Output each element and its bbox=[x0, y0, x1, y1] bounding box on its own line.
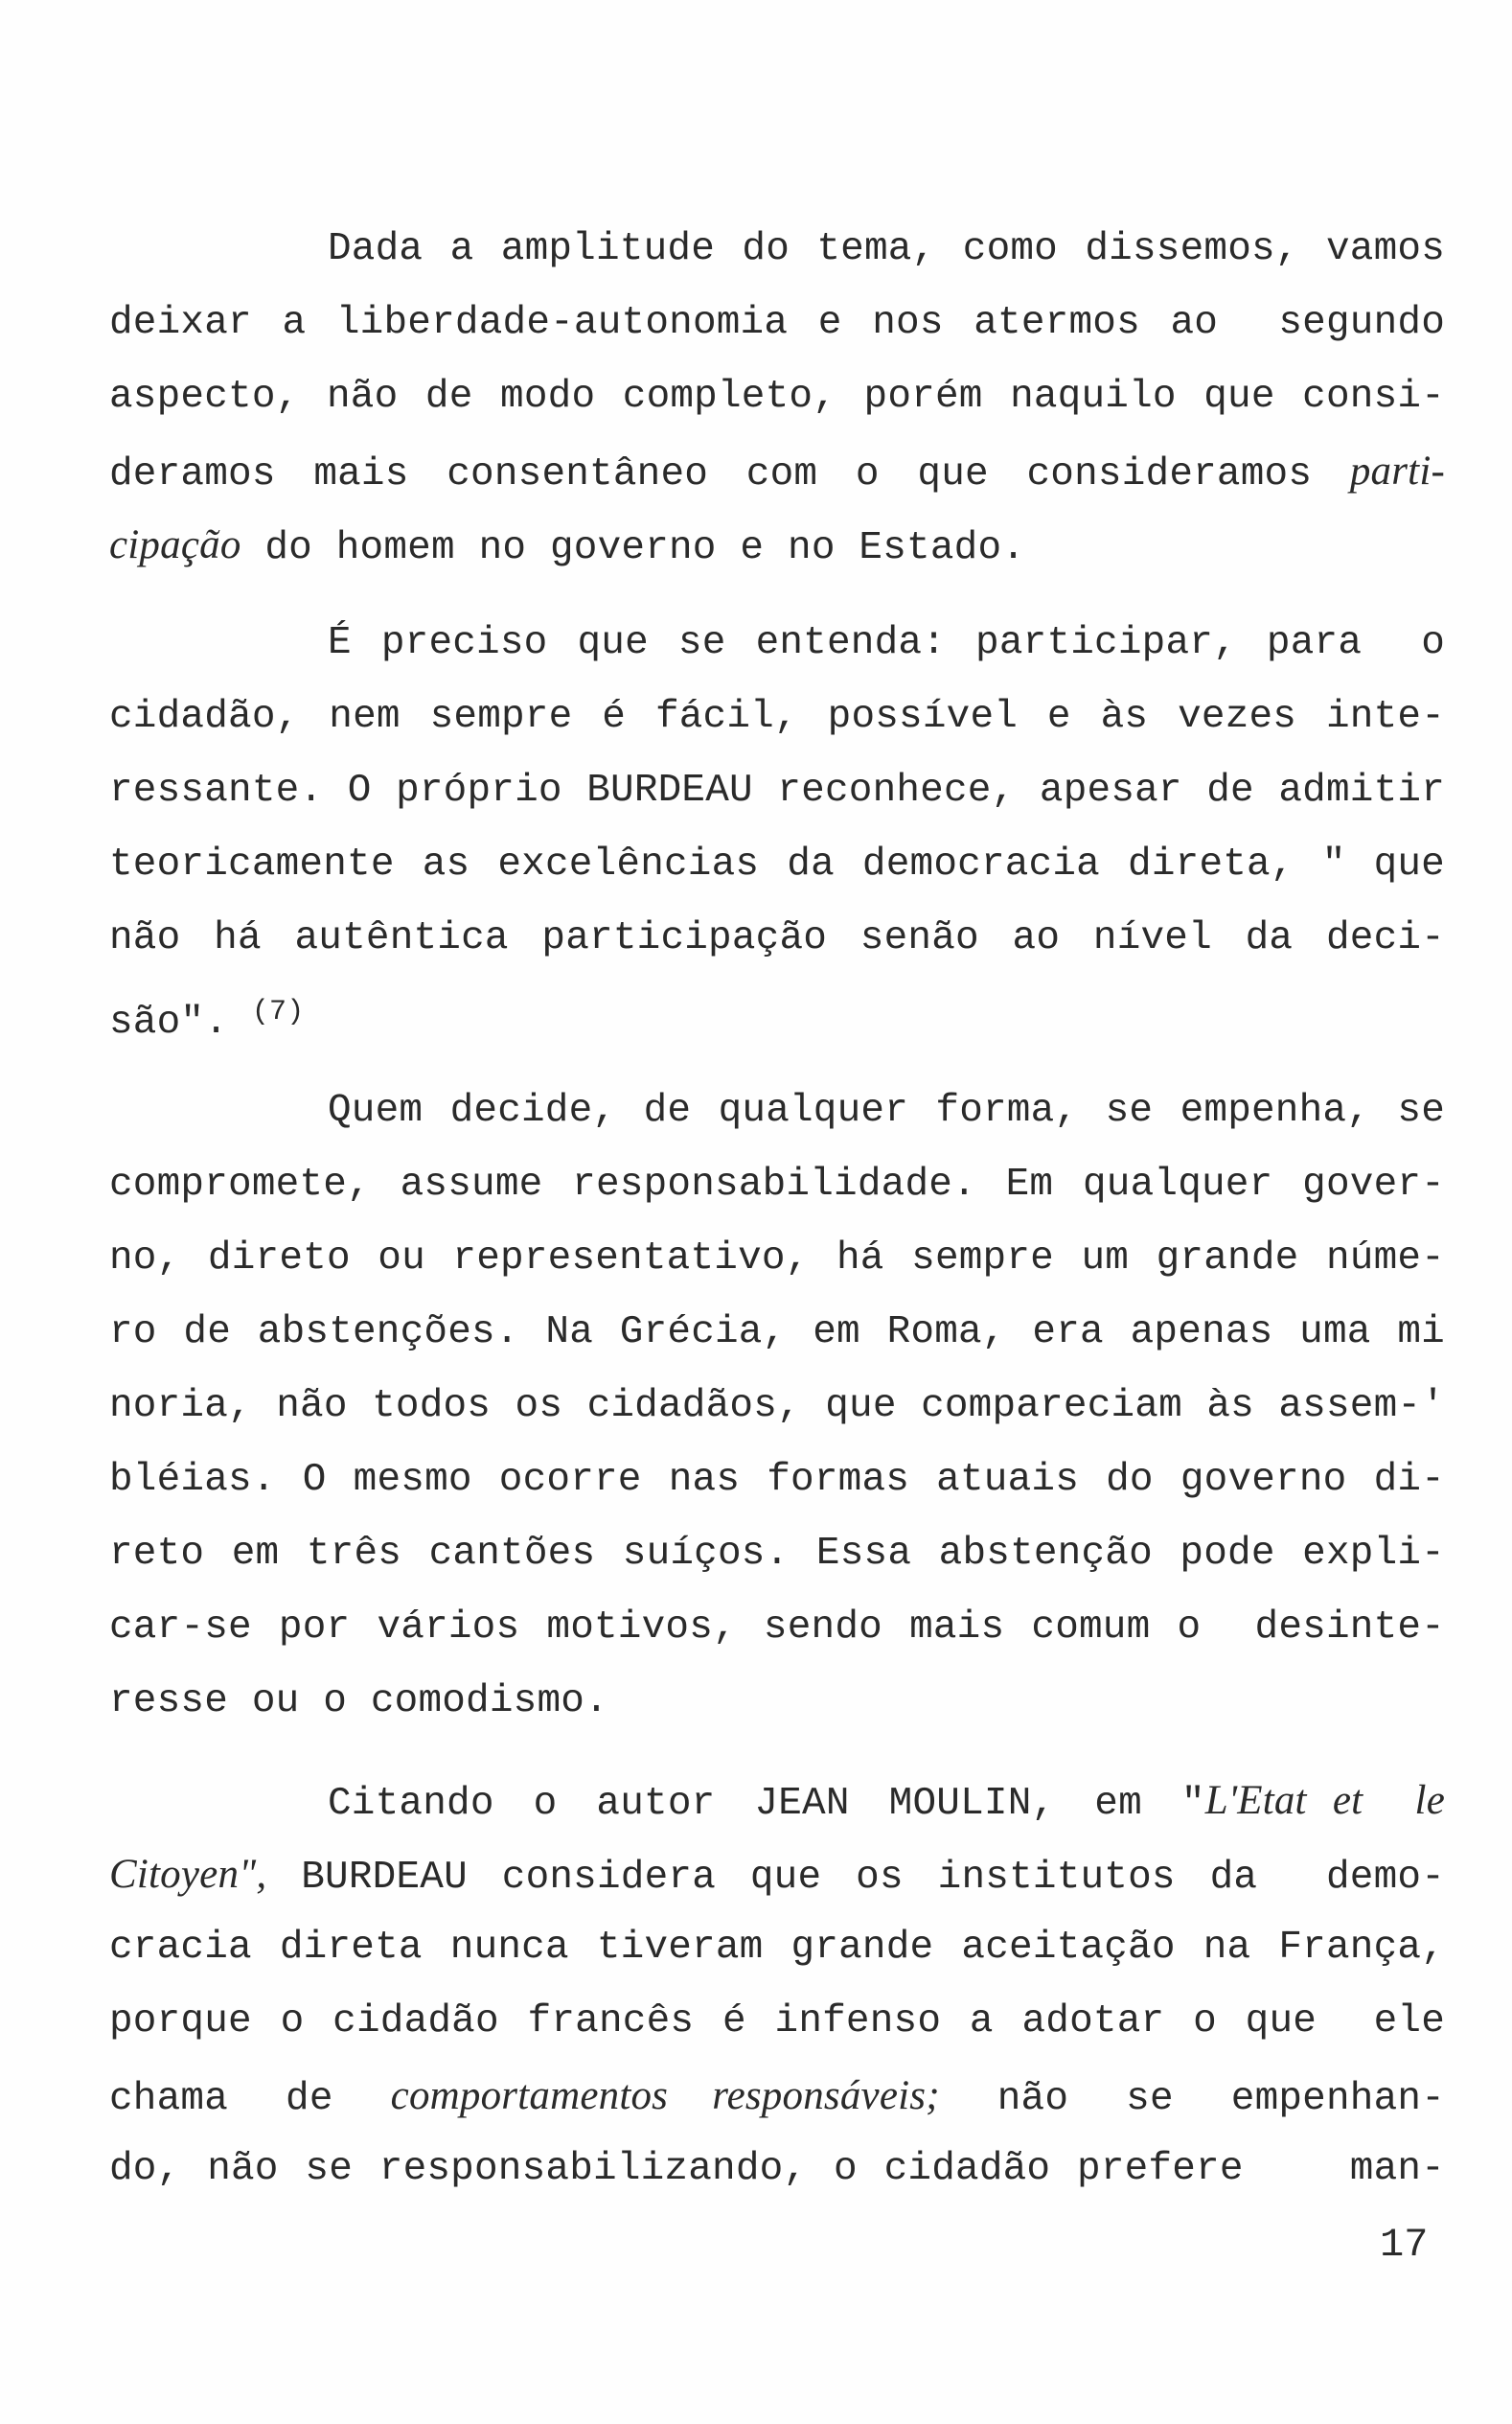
text-segment: Citando o autor JEAN MOULIN, em " bbox=[328, 1782, 1205, 1826]
text-segment: BURDEAU considera que os institutos da demo- bbox=[266, 1856, 1445, 1900]
text-line: no, direto ou representativo, há sempre um grande núme- bbox=[109, 1236, 1445, 1281]
text-line: cracia direta nunca tiveram grande aceitação na França, bbox=[109, 1926, 1445, 1970]
text-segment: são". bbox=[109, 1001, 252, 1045]
text-line: car-se por vários motivos, sendo mais comum o desinte- bbox=[109, 1605, 1445, 1650]
text-segment: deramos mais consentâneo com o que consideramos bbox=[109, 452, 1350, 496]
italic-term: parti- bbox=[1349, 449, 1445, 494]
page-number: 17 bbox=[1380, 2222, 1429, 2268]
paragraph-2 bbox=[109, 607, 1445, 1050]
italic-title: L'Etat et le bbox=[1204, 1778, 1445, 1823]
text-segment: do homem no governo e no Estado. bbox=[241, 526, 1026, 570]
text-line: aspecto, não de modo completo, porém naquilo que consi- bbox=[109, 375, 1445, 419]
text-segment: chama de bbox=[109, 2077, 391, 2121]
text-line bbox=[109, 508, 1445, 582]
text-line: ressante. O próprio BURDEAU reconhece, apesar de admitir bbox=[109, 769, 1445, 813]
paragraph-1 bbox=[109, 213, 1445, 582]
text-segment: não se empenhan- bbox=[939, 2077, 1445, 2121]
text-line: ro de abstenções. Na Grécia, em Roma, era apenas uma mi bbox=[109, 1310, 1445, 1354]
text-line: não há autêntica participação senão ao nível da deci- bbox=[109, 916, 1445, 960]
text-line: do, não se responsabilizando, o cidadão prefere man- bbox=[109, 2147, 1445, 2191]
text-line: deixar a liberdade-autonomia e nos atermos ao segundo bbox=[109, 301, 1445, 345]
text-line bbox=[109, 1837, 1445, 1911]
text-line: cidadão, nem sempre é fácil, possível e às vezes inte- bbox=[109, 695, 1445, 739]
paragraph-3 bbox=[109, 1074, 1445, 1739]
italic-title: Citoyen", bbox=[109, 1852, 267, 1897]
text-line: teoricamente as excelências da democracia direta, " que bbox=[109, 843, 1445, 887]
text-line bbox=[109, 434, 1445, 508]
italic-term: cipação bbox=[109, 522, 241, 567]
text-line: resse ou o comodismo. bbox=[109, 1679, 608, 1723]
text-line: noria, não todos os cidadãos, que compareciam às assem-' bbox=[109, 1384, 1445, 1428]
footnote-reference: (7) bbox=[251, 996, 305, 1028]
text-line: bléias. O mesmo ocorre nas formas atuais do governo di- bbox=[109, 1458, 1445, 1502]
paragraph-4 bbox=[109, 1764, 1445, 2206]
text-line: Quem decide, de qualquer forma, se empenha, se bbox=[328, 1089, 1445, 1133]
text-line: reto em três cantões suíços. Essa abstenção pode expli- bbox=[109, 1532, 1445, 1576]
text-line: compromete, assume responsabilidade. Em qualquer gover- bbox=[109, 1163, 1445, 1207]
italic-term: comportamentos responsáveis; bbox=[390, 2073, 940, 2118]
body-text bbox=[109, 213, 1445, 2206]
text-line: Dada a amplitude do tema, como dissemos, vamos bbox=[328, 227, 1445, 271]
text-line bbox=[109, 1764, 1445, 1837]
text-line: porque o cidadão francês é infenso a adotar o que ele bbox=[109, 1999, 1445, 2043]
text-line bbox=[109, 976, 1445, 1050]
text-line: É preciso que se entenda: participar, para o bbox=[328, 621, 1445, 665]
text-line bbox=[109, 2059, 1445, 2133]
